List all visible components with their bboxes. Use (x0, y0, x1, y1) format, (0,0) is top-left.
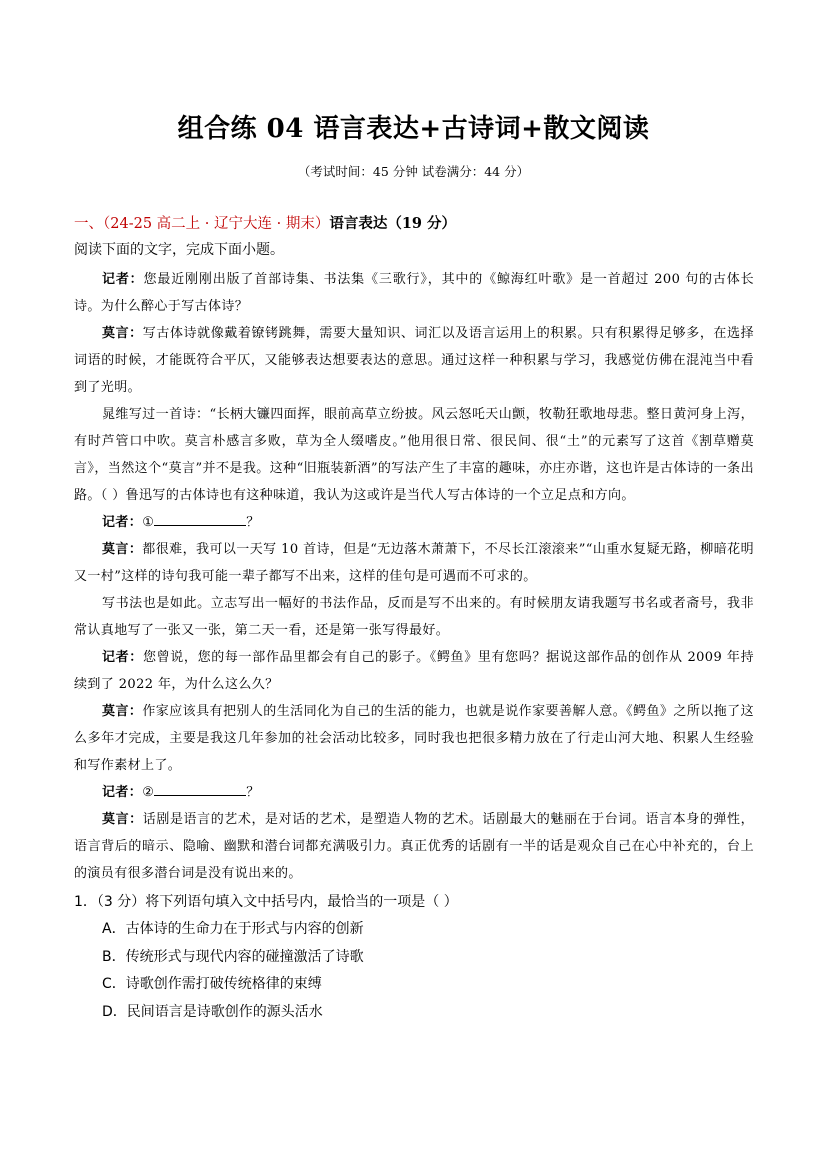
passage-paragraph (74, 590, 754, 644)
paragraph-text: 晁维写过一首诗：“长柄大镰四面挥，眼前高草立纷披。风云怒吒天山颤，牧勒狂歌地母悲。整日黄河身上泻，有时芦管口中吹。莫言朴感言多败，草为全人缀嗜皮。”他用很日常、很民间、很“土”的元素写了这首《割草赠莫言》，当然这个“莫言”并不是我。这种“旧瓶装新酒”的写法产生了丰富的趣味，亦庄亦谐，这也许是古体诗的一条出路。（ ）鲁迅写的古体诗也有这种味道，我认为这或许是当代人写古体诗的一个立足点和方向。 (74, 407, 754, 503)
paragraph-text: 您最近刚刚出版了首部诗集、书法集《三歌行》，其中的《鲸海红叶歌》是一首超过 200 句的古体长诗。为什么醉心于写古体诗？ (74, 272, 754, 314)
passage-paragraph (74, 320, 754, 401)
speaker-label: 莫言： (102, 326, 143, 341)
speaker-label: 记者： (102, 785, 143, 800)
answer-options (74, 916, 754, 1026)
passage-paragraph (74, 509, 754, 536)
passage-paragraph (74, 401, 754, 509)
passage-paragraph (74, 698, 754, 779)
section-heading (74, 214, 754, 234)
passage-paragraph (74, 779, 754, 806)
answer-option: D．民间语言是诗歌创作的源头活水 (102, 1003, 323, 1020)
content-area (74, 214, 754, 1026)
speaker-label: 记者： (102, 515, 143, 530)
section-label: 语言表达（19 分） (329, 215, 457, 232)
passage-paragraph (74, 536, 754, 590)
paragraph-text: 写古体诗就像戴着镣铐跳舞，需要大量知识、词汇以及语言运用上的积累。只有积累得足够多，在选择词语的时候，才能既符合平仄，又能够表达想要表达的意思。通过这样一种积累与学习，我感觉仿佛在混沌当中看到了光明。 (74, 326, 754, 395)
paragraph-text: 您曾说，您的每一部作品里都会有自己的影子。《鳄鱼》里有您吗？据说这部作品的创作从 2009 年持续到了 2022 年，为什么这么久？ (74, 650, 754, 692)
speaker-label: 莫言： (102, 542, 143, 557)
blank-tail: ？ (246, 515, 260, 530)
paragraph-text: ① (142, 515, 155, 530)
blank-tail: ？ (246, 785, 260, 800)
passage-paragraph (74, 266, 754, 320)
question-stem: 1．（3 分）将下列语句填入文中括号内，最恰当的一项是（ ） (74, 894, 458, 910)
speaker-label: 莫言： (102, 704, 143, 719)
passage-paragraph (74, 644, 754, 698)
speaker-label: 记者： (102, 650, 143, 665)
paragraph-text: 作家应该具有把别人的生活同化为自己的生活的能力，也就是说作家要善解人意。《鳄鱼》之所以拖了这么多年才完成，主要是我这几年参加的社会活动比较多，同时我也把很多精力放在了行走山河大地、积累人生经验和写作素材上了。 (74, 704, 755, 773)
page-title: 组合练 04 语言表达+古诗词+散文阅读 (177, 114, 650, 144)
paragraph-text: 写书法也是如此。立志写出一幅好的书法作品，反而是写不出来的。有时候朋友请我题写书名或者斋号，我非常认真地写了一张又一张，第二天一看，还是第一张写得最好。 (74, 596, 754, 638)
paragraph-text: 话剧是语言的艺术，是对话的艺术，是塑造人物的艺术。话剧最大的魅丽在于台词。语言本身的弹性，语言背后的暗示、隐喻、幽默和潜台词都充满吸引力。真正优秀的话剧有一半的话是观众自己在心中补充的，台上的演员有很多潜台词是没有说出来的。 (74, 812, 754, 881)
passage-paragraph (74, 806, 754, 887)
answer-option: B．传统形式与现代内容的碰撞激活了诗歌 (102, 948, 364, 965)
answer-blank (154, 781, 246, 796)
answer-option: A．古体诗的生命力在于形式与内容的创新 (102, 921, 364, 937)
paragraph-text: 都很难，我可以一天写 10 首诗，但是“无边落木萧萧下，不尽长江滚滚来”“山重水复疑无路，柳暗花明又一村”这样的诗句我可能一辈子都写不出来，这样的佳句是可遇而不可求的。 (74, 542, 754, 584)
answer-blank (154, 511, 246, 526)
speaker-label: 莫言： (102, 812, 143, 827)
interview-passage (74, 266, 754, 887)
answer-option: C．诗歌创作需打破传统格律的束缚 (102, 976, 322, 992)
speaker-label: 记者： (102, 272, 144, 287)
exam-info: （考试时间：45 分钟 试卷满分：44 分） (297, 164, 530, 179)
paragraph-text: ② (142, 785, 155, 800)
section-source: （24-25 高二上 · 辽宁大连 · 期末） (103, 216, 330, 232)
reading-instruction: 阅读下面的文字，完成下面小题。 (74, 242, 284, 258)
section-number: 一、 (74, 216, 103, 232)
